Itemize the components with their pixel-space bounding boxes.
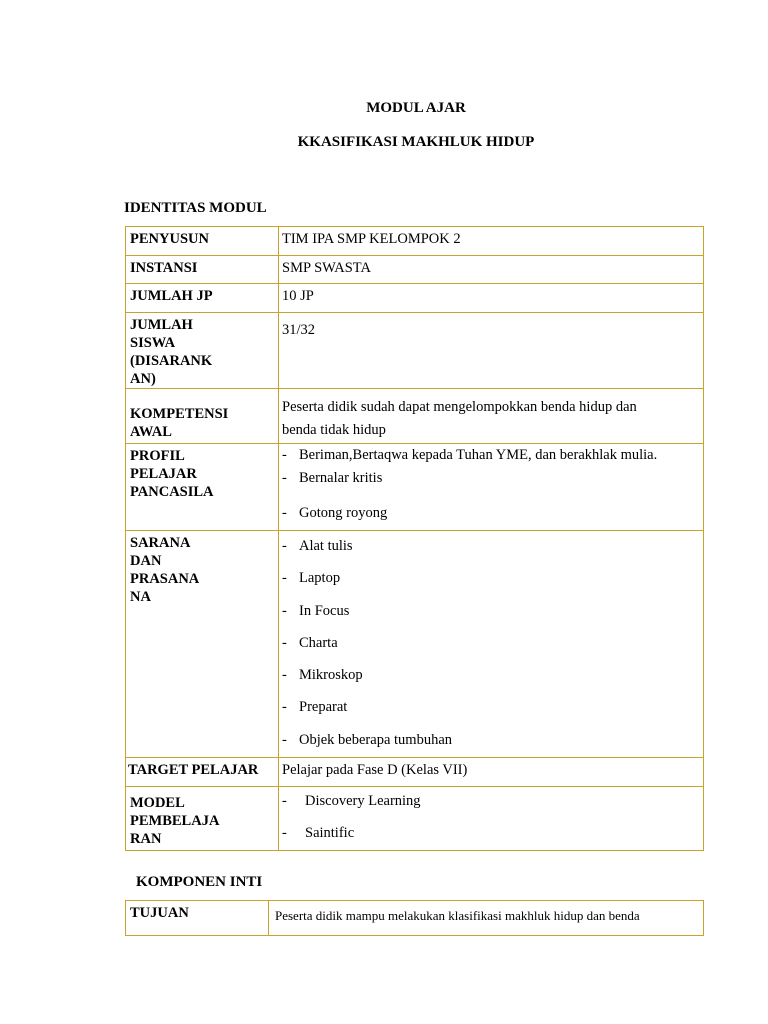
value-penyusun: TIM IPA SMP KELOMPOK 2	[279, 227, 704, 256]
bullet-dash: -	[282, 731, 287, 748]
value-model-pembelajaran	[279, 787, 704, 851]
list-item-text: Gotong royong	[299, 505, 388, 521]
row-kompetensi-awal	[126, 389, 704, 444]
value-instansi: SMP SWASTA	[279, 256, 704, 284]
label-line: AWAL	[130, 424, 172, 440]
value-target-pelajar: Pelajar pada Fase D (Kelas VII)	[279, 758, 704, 787]
row-penyusun	[126, 227, 704, 256]
label-sarana	[126, 531, 279, 758]
label-target-pelajar: TARGET PELAJAR	[126, 758, 279, 787]
identitas-table	[125, 226, 704, 851]
list-item	[282, 666, 703, 698]
list-item-text: Objek beberapa tumbuhan	[299, 731, 453, 748]
list-item	[282, 602, 703, 634]
label-tujuan: TUJUAN	[126, 901, 269, 936]
row-instansi	[126, 256, 704, 284]
bullet-dash: -	[282, 570, 287, 587]
row-target-pelajar	[126, 758, 704, 787]
label-line: DAN	[130, 553, 162, 569]
value-jumlah-siswa: 31/32	[279, 313, 704, 389]
row-jumlah-siswa	[126, 313, 704, 389]
list-item-text: In Focus	[299, 602, 350, 619]
section-heading-identitas: IDENTITAS MODUL	[124, 200, 267, 216]
row-jumlah-jp	[126, 284, 704, 313]
list-item	[282, 698, 703, 730]
bullet-dash: -	[282, 793, 287, 809]
label-line: KOMPETENSI	[130, 406, 229, 422]
list-item-text: Saintific	[305, 825, 355, 841]
list-item-text: Charta	[299, 634, 338, 651]
bullet-dash: -	[282, 634, 287, 651]
label-jumlah-siswa	[126, 313, 279, 389]
label-line: PRASANA	[130, 571, 200, 587]
label-line: PELAJAR	[130, 466, 197, 482]
label-line: (DISARANK	[130, 353, 213, 369]
label-kompetensi-awal	[126, 389, 279, 444]
bullet-dash: -	[282, 538, 287, 554]
value-line: Peserta didik sudah dapat mengelompokkan benda hidup dan	[282, 399, 637, 415]
bullet-dash: -	[282, 505, 287, 521]
bullet-dash: -	[282, 470, 287, 486]
label-penyusun: PENYUSUN	[126, 227, 279, 256]
label-line: RAN	[130, 831, 162, 847]
label-line: SISWA	[130, 335, 176, 351]
value-line: benda tidak hidup	[282, 422, 386, 438]
list-item	[282, 444, 703, 466]
bullet-dash: -	[282, 699, 287, 716]
list-item	[282, 569, 703, 601]
list-item	[282, 537, 703, 569]
row-tujuan	[126, 901, 704, 936]
list-item-text: Discovery Learning	[305, 793, 421, 809]
bullet-dash: -	[282, 602, 287, 619]
value-sarana	[279, 531, 704, 758]
list-item	[282, 792, 703, 824]
label-line: JUMLAH	[130, 317, 193, 333]
label-line: NA	[130, 589, 151, 605]
list-item-text: Preparat	[299, 699, 348, 716]
document-subtitle: KKASIFIKASI MAKHLUK HIDUP	[297, 134, 535, 150]
value-kompetensi-awal	[279, 389, 704, 444]
bullet-dash: -	[282, 447, 287, 463]
label-line: PEMBELAJA	[130, 813, 220, 829]
label-line: SARANA	[130, 535, 191, 551]
label-instansi: INSTANSI	[126, 256, 279, 284]
list-item	[282, 490, 703, 530]
label-line: PANCASILA	[130, 484, 214, 500]
row-model-pembelajaran	[126, 787, 704, 851]
list-item-text: Laptop	[299, 570, 341, 587]
bullet-dash: -	[282, 825, 287, 841]
list-item-text: Alat tulis	[299, 538, 353, 554]
list-item-text: Mikroskop	[299, 667, 363, 684]
label-model-pembelajaran	[126, 787, 279, 851]
row-sarana	[126, 531, 704, 758]
label-line: AN)	[130, 371, 156, 387]
list-item-text: Beriman,Bertaqwa kepada Tuhan YME, dan berakhlak mulia.	[299, 447, 658, 463]
label-line: PROFIL	[130, 448, 185, 464]
komponen-inti-table	[125, 900, 704, 936]
section-heading-komponen-inti: KOMPONEN INTI	[136, 874, 263, 890]
value-tujuan: Peserta didik mampu melakukan klasifikasi makhluk hidup dan benda	[269, 901, 704, 936]
row-profil-pelajar	[126, 444, 704, 531]
value-jumlah-jp: 10 JP	[279, 284, 704, 313]
label-line: MODEL	[130, 795, 185, 811]
value-profil-pelajar	[279, 444, 704, 531]
document-title: MODUL AJAR	[366, 100, 466, 116]
label-jumlah-jp: JUMLAH JP	[126, 284, 279, 313]
list-item	[282, 634, 703, 666]
list-item	[282, 824, 703, 846]
list-item-text: Bernalar kritis	[299, 470, 383, 486]
list-item	[282, 731, 703, 755]
label-profil-pelajar	[126, 444, 279, 531]
bullet-dash: -	[282, 667, 287, 684]
list-item	[282, 466, 703, 490]
